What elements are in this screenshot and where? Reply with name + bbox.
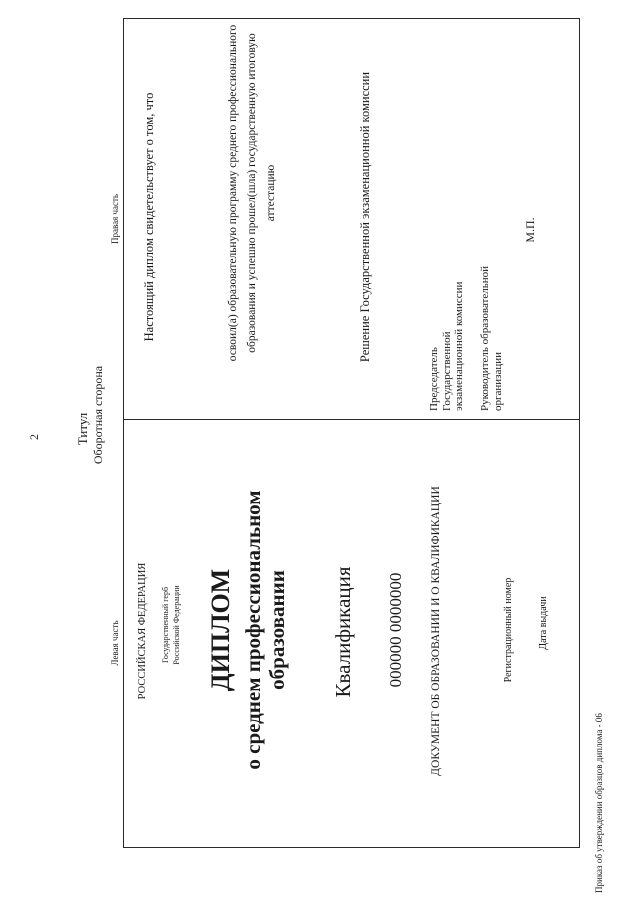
qualification-label: Квалификация (331, 566, 355, 698)
certifies-text: Настоящий диплом свидетельствует о том, что (142, 92, 156, 342)
chairman-signature-block (428, 282, 466, 411)
diploma-title: ДИПЛОМ (206, 568, 235, 692)
diploma-subtitle-line2: образовании (265, 570, 289, 690)
header-subtitle: Оборотная сторона (91, 365, 105, 465)
chairman-line: Председатель (428, 347, 440, 411)
diploma-subtitle-line1: о среднем профессиональном (241, 490, 265, 770)
header-title: Титул (75, 412, 90, 446)
mastered-program-text (224, 13, 281, 373)
emblem-caption-line2: Российской Федерации (172, 585, 181, 665)
page-number: 2 (27, 434, 41, 440)
seal-placeholder: М.П. (523, 217, 537, 243)
document-type: ДОКУМЕНТ ОБ ОБРАЗОВАНИИ И О КВАЛИФИКАЦИИ (430, 486, 442, 776)
chairman-line: Государственной (440, 331, 453, 411)
issue-date-label: Дата выдачи (538, 596, 549, 650)
left-part-label: Левая часть (110, 620, 120, 666)
serial-number: 000000 0000000 (386, 572, 405, 688)
commission-decision: Решение Государственной экзаменационной комиссии (358, 71, 372, 363)
head-line: организации (492, 351, 504, 411)
country-name: РОССИЙСКАЯ ФЕДЕРАЦИЯ (137, 562, 148, 700)
registration-number-label: Регистрационный номер (503, 577, 514, 683)
footer-note: Приказ об утверждении образцов диплома - 06 (594, 713, 604, 893)
emblem-caption-line1: Государственный герб (161, 586, 170, 664)
head-signature-block (479, 266, 505, 411)
mastered-line: освоил(а) образовательную программу среднего профессионального (227, 24, 239, 362)
head-line: Руководитель образовательной (479, 265, 491, 411)
right-part-label: Правая часть (110, 193, 120, 245)
mastered-line: аттестацию (265, 164, 277, 222)
divider-line (123, 419, 580, 420)
mastered-line: образования и успешно прошел(шла) государственную итоговую (246, 33, 258, 353)
chairman-line: экзаменационной комиссии (453, 281, 465, 411)
